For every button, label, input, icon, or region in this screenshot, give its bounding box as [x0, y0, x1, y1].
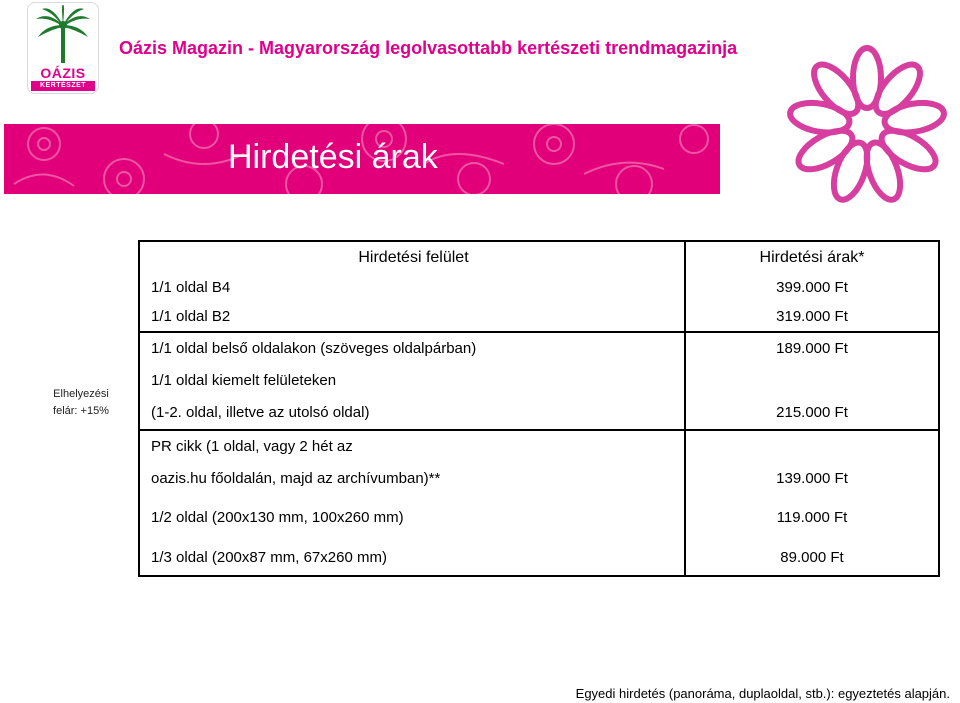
flower-outline-icon — [775, 38, 955, 208]
column-header-surface: Hirdetési felület — [358, 249, 469, 266]
surface-cell — [139, 430, 685, 576]
row-featured-label-2: (1-2. oldal, illetve az utolsó oldal) — [151, 404, 370, 421]
logo-subtitle: KERTÉSZET — [31, 81, 95, 91]
row-third-price: 89.000 Ft — [780, 549, 844, 566]
row-b2-price: 319.000 Ft — [776, 308, 848, 325]
page-title: Hirdetési árak — [228, 138, 438, 176]
magazine-title: Oázis Magazin - Magyarország legolvasottabb kertészeti trendmagazinja — [119, 38, 738, 58]
row-featured-price: 215.000 Ft — [776, 404, 848, 421]
custom-ad-note: Egyedi hirdetés (panoráma, duplaoldal, stb.): egyeztetés alapján. — [575, 686, 950, 701]
surface-cell — [139, 332, 685, 430]
palm-tree-icon — [28, 3, 98, 67]
row-inner-price: 189.000 Ft — [776, 340, 848, 357]
surcharge-line-2: felár: +15% — [53, 405, 109, 417]
row-half-label: 1/2 oldal (200x130 mm, 100x260 mm) — [151, 509, 404, 526]
surcharge-line-1: Elhelyezési — [53, 388, 109, 400]
row-b2-label: 1/1 oldal B2 — [151, 308, 231, 325]
row-pr-price: 139.000 Ft — [776, 470, 848, 487]
price-cell — [685, 241, 939, 332]
row-third-label: 1/3 oldal (200x87 mm, 67x260 mm) — [151, 549, 387, 566]
logo-name: OÁZIS — [40, 65, 86, 81]
surface-cell — [139, 241, 685, 332]
price-table — [138, 240, 940, 577]
table-row — [139, 332, 939, 430]
row-inner-label: 1/1 oldal belső oldalakon (szöveges oldalpárban) — [151, 340, 477, 357]
price-cell — [685, 430, 939, 576]
placement-surcharge-note — [24, 386, 138, 420]
row-b4-label: 1/1 oldal B4 — [151, 279, 231, 296]
row-featured-label-1: 1/1 oldal kiemelt felületeken — [151, 372, 337, 389]
oazis-logo — [27, 2, 99, 94]
row-pr-label-1: PR cikk (1 oldal, vagy 2 hét az — [151, 438, 353, 455]
row-b4-price: 399.000 Ft — [776, 279, 848, 296]
row-half-price: 119.000 Ft — [776, 509, 848, 526]
row-pr-label-2: oazis.hu főoldalán, majd az archívumban)** — [151, 470, 441, 487]
title-banner — [4, 124, 720, 194]
column-header-price: Hirdetési árak* — [759, 249, 865, 266]
price-cell — [685, 332, 939, 430]
table-row — [139, 241, 939, 332]
table-row — [139, 430, 939, 576]
